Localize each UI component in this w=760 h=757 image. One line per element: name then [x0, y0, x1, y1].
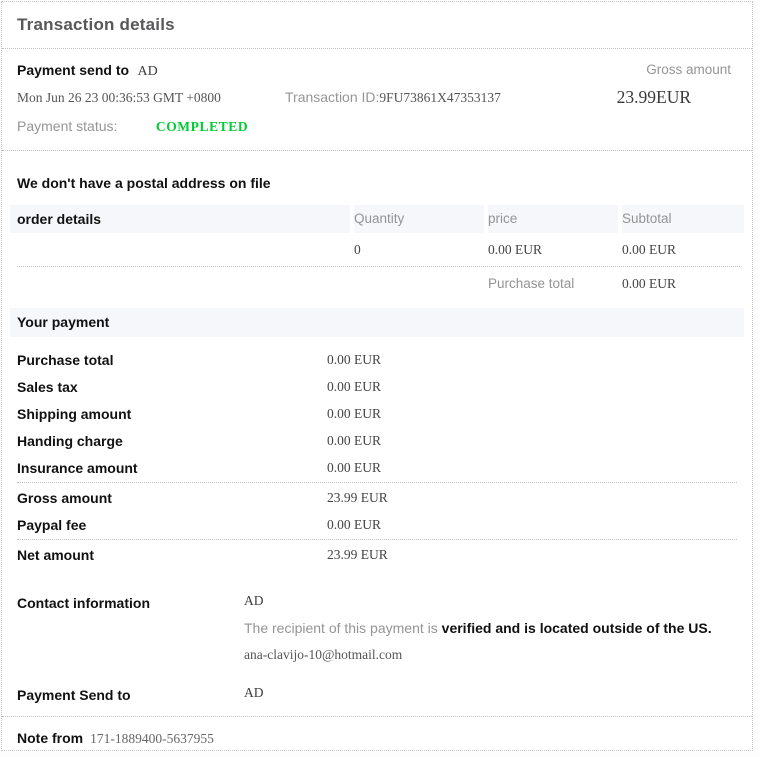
- payment-status-label: Payment status:: [17, 118, 118, 134]
- order-details-header: order details: [10, 205, 350, 233]
- payment-row-value: 0.00 EUR: [327, 378, 381, 394]
- note-from-value: 171-1889400-5637955: [90, 731, 214, 746]
- payment-row-label: Paypal fee: [17, 516, 87, 533]
- payment-summary: [2, 49, 752, 151]
- payment-row-handing-charge: [2, 427, 752, 454]
- payment-status-badge: COMPLETED: [155, 119, 249, 134]
- gross-amount-label: Gross amount: [646, 62, 731, 77]
- payment-row-shipping-amount: [2, 400, 752, 427]
- payment-row-net-amount: [2, 541, 752, 568]
- payment-row-purchase-total: [2, 346, 752, 373]
- payment-row-paypal-fee: [2, 511, 752, 538]
- payment-row-value: 23.99 EUR: [327, 489, 388, 505]
- transaction-details-page: [1, 1, 753, 751]
- payment-row-label: Sales tax: [17, 378, 78, 395]
- payment-row-label: Handing charge: [17, 432, 123, 449]
- order-item-description: [10, 233, 350, 266]
- payment-row-label: Purchase total: [17, 351, 114, 368]
- recipient-email: ana-clavijo-10@hotmail.com: [244, 647, 403, 662]
- payment-row-gross-amount: [2, 484, 752, 511]
- payment-rows-divider: [17, 482, 737, 483]
- order-item-quantity: 0: [354, 242, 361, 257]
- recipient-verification-line: [244, 620, 752, 636]
- payment-row-label: Gross amount: [17, 489, 112, 506]
- your-payment-section-title: Your payment: [10, 308, 744, 337]
- payment-row-sales-tax: [2, 373, 752, 400]
- payment-send-to-value: AD: [244, 685, 264, 700]
- order-details-table: [10, 205, 744, 301]
- payment-row-value: 0.00 EUR: [327, 432, 381, 448]
- contact-information-section: [2, 593, 752, 674]
- contact-name: AD: [244, 593, 264, 608]
- purchase-total-label: Purchase total: [488, 276, 575, 291]
- order-item-subtotal: 0.00 EUR: [622, 242, 676, 257]
- payment-row-value: 23.99 EUR: [327, 546, 388, 562]
- transaction-id-line: [285, 87, 552, 108]
- payment-row-value: 0.00 EUR: [327, 459, 381, 475]
- payment-send-to-label: Payment Send to: [17, 687, 131, 703]
- transaction-id-label: Transaction ID:: [285, 89, 380, 105]
- payment-status-line: [17, 115, 752, 136]
- quantity-header: Quantity: [354, 205, 484, 233]
- payment-send-to-label: Payment send to: [17, 62, 130, 78]
- order-table-row: [10, 233, 744, 266]
- recipient-verification-bold: verified and is located outside of the US.: [441, 620, 712, 636]
- page-title: Transaction details: [17, 15, 175, 34]
- payment-row-label: Insurance amount: [17, 459, 138, 476]
- payment-send-to-section: [2, 687, 752, 703]
- price-header: price: [488, 205, 618, 233]
- note-from-section: [2, 717, 752, 747]
- order-table-header: [10, 205, 744, 233]
- payment-row-insurance-amount: [2, 454, 752, 481]
- transaction-id-value: 9FU73861X47353137: [379, 90, 501, 105]
- payment-row-label: Shipping amount: [17, 405, 132, 422]
- subtotal-header: Subtotal: [622, 205, 744, 233]
- gross-amount-value: 23.99EUR: [616, 87, 691, 107]
- purchase-total-row: [10, 267, 744, 301]
- transaction-date: Mon Jun 26 23 00:36:53 GMT +0800: [17, 90, 221, 105]
- payment-row-value: 0.00 EUR: [327, 405, 381, 421]
- purchase-total-value: 0.00 EUR: [622, 276, 676, 291]
- contact-information-details: [244, 593, 752, 674]
- postal-address-notice: We don't have a postal address on file: [17, 175, 271, 191]
- payment-row-value: 0.00 EUR: [327, 351, 381, 367]
- note-from-label: Note from: [17, 730, 84, 746]
- order-item-price: 0.00 EUR: [488, 242, 542, 257]
- titlebar: [2, 2, 752, 49]
- payment-row-label: Net amount: [17, 546, 94, 563]
- payment-send-to-value: AD: [137, 64, 158, 79]
- payment-send-to-line: [17, 62, 552, 80]
- recipient-verification-text: The recipient of this payment is: [244, 620, 442, 636]
- your-payment-rows: [2, 346, 752, 568]
- payment-rows-divider: [17, 539, 737, 540]
- contact-information-label: Contact information: [17, 595, 150, 611]
- payment-row-value: 0.00 EUR: [327, 516, 381, 532]
